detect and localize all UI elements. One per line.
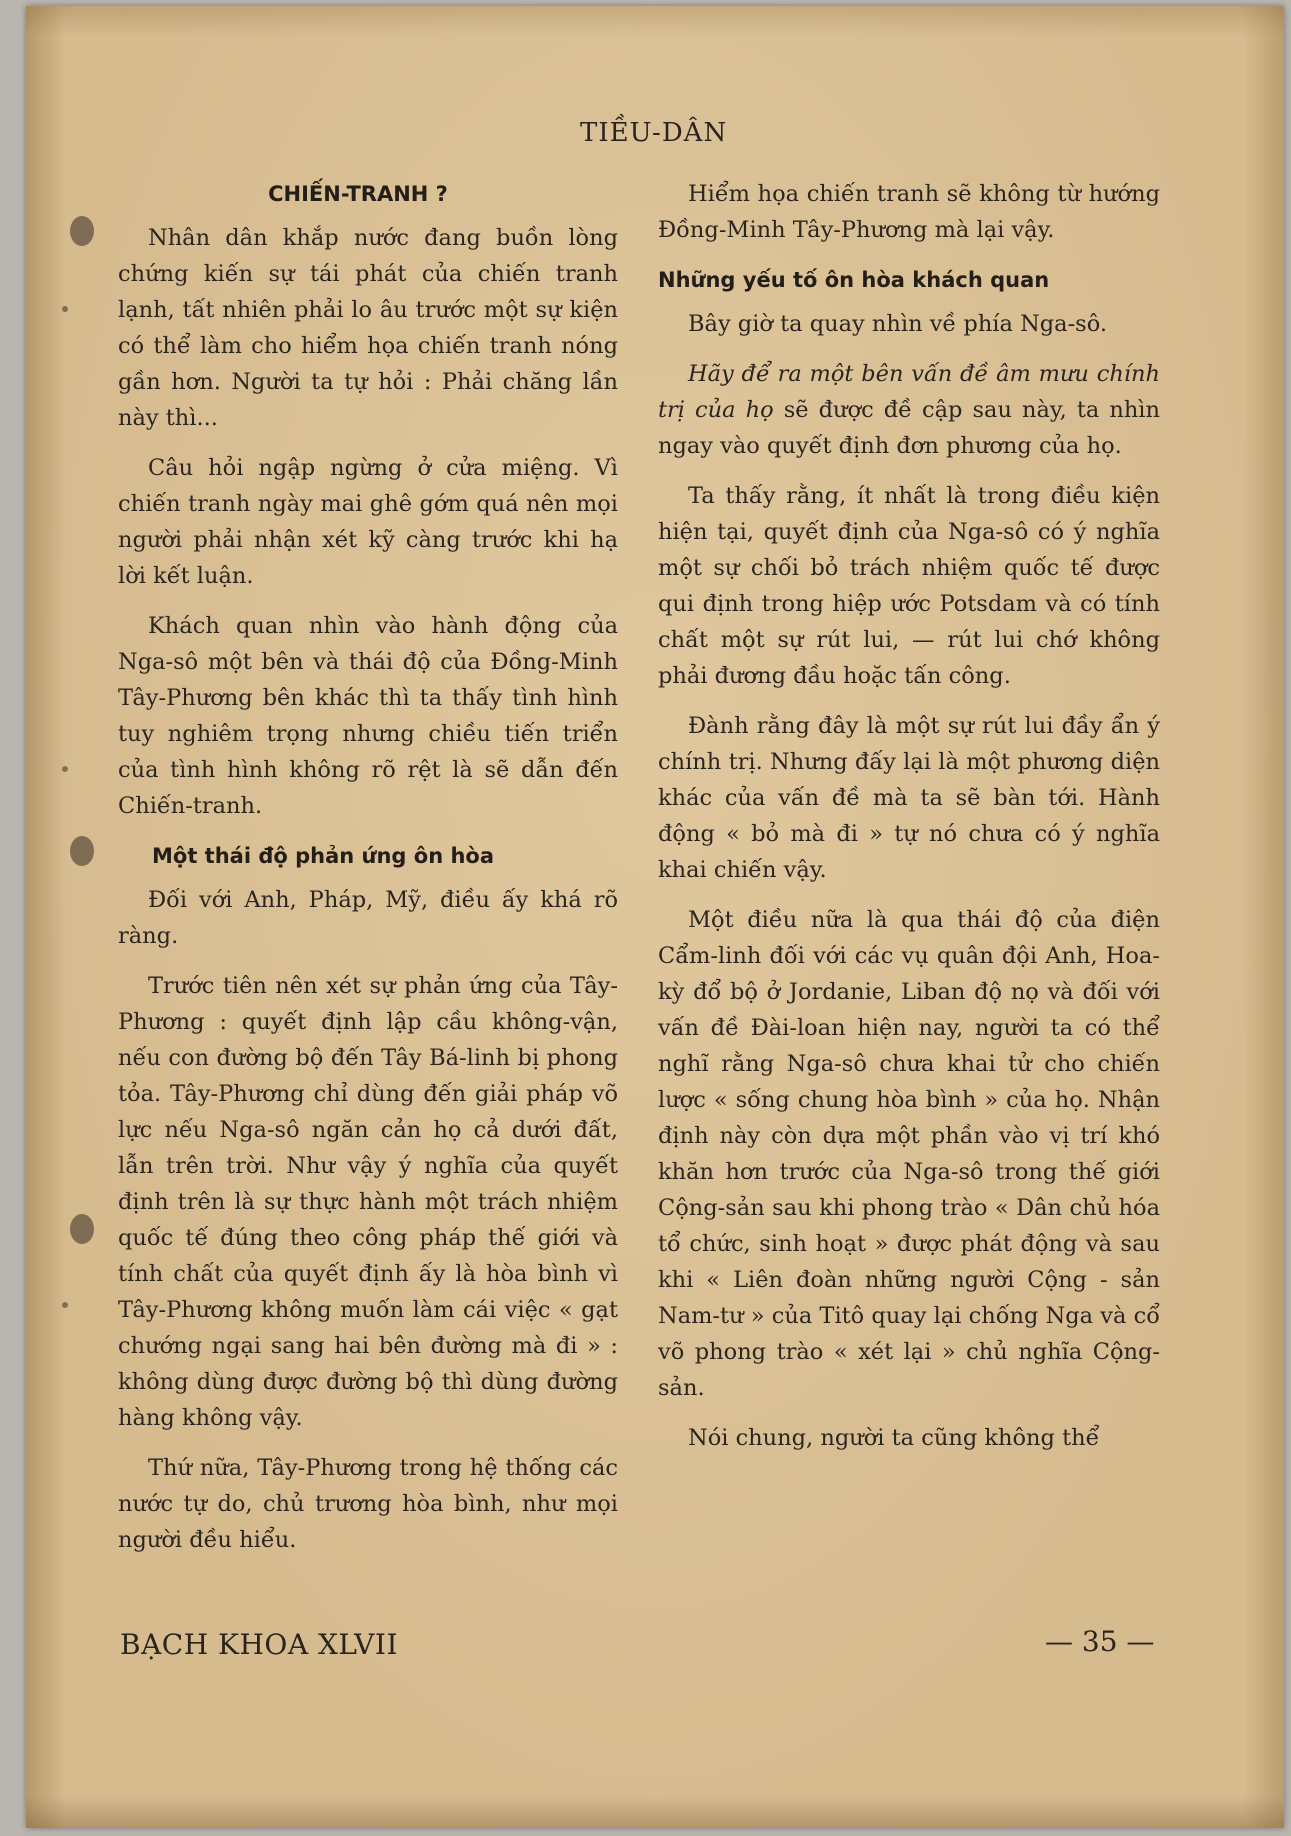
binding-hole	[70, 836, 94, 866]
paragraph: Câu hỏi ngập ngừng ở cửa miệng. Vì chiến tranh ngày mai ghê gớm quá nên mọi người phải nhận xét kỹ càng trước khi hạ lời kết luận.	[118, 455, 618, 589]
footer-publication: BẠCH KHOA XLVII	[120, 1628, 398, 1661]
paragraph-text: sẽ được đề cập sau này, ta nhìn ngay vào quyết định đơn phương của họ.	[658, 397, 1160, 459]
running-head: TIỀU-DÂN	[580, 118, 728, 148]
paragraph: Trước tiên nên xét sự phản ứng của Tây-Phương : quyết định lập cầu không-vận, nếu con đường bộ đến Tây Bá-linh bị phong tỏa. Tây-Phương chỉ dùng đến giải pháp võ lực nếu Nga-sô ngăn cản họ cả dưới đất, lẫn trên trời. Như vậy ý nghĩa của quyết định trên là sự thực hành một trách nhiệm quốc tế đúng theo công pháp thế giới và tính chất của quyết định ấy là hòa bình vì Tây-Phương không muốn làm cái việc « gạt chướng ngại sang hai bên đường mà đi » : không dùng được đường bộ thì dùng đường hàng không vậy.	[118, 973, 618, 1431]
italic-text: Hãy để ra một bên vấn đề âm mưu chính trị của họ	[658, 361, 1160, 423]
section-heading: CHIẾN-TRANH ?	[268, 182, 448, 206]
binding-mark	[62, 306, 68, 312]
right-column	[658, 176, 1160, 1470]
binding-hole	[70, 1214, 94, 1244]
section-heading: Những yếu tố ôn hòa khách quan	[658, 268, 1050, 292]
left-column	[118, 172, 618, 1572]
paragraph: Đành rằng đây là một sự rút lui đầy ẩn ý chính trị. Nhưng đấy lại là một phương diện khác của vấn đề mà ta sẽ bàn tới. Hành động « bỏ mà đi » tự nó chưa có ý nghĩa khai chiến vậy.	[658, 713, 1160, 883]
paragraph: Khách quan nhìn vào hành động của Nga-sô một bên và thái độ của Đồng-Minh Tây-Phương bên khác thì ta thấy tình hình tuy nghiêm trọng nhưng chiều tiến triển của tình hình không rõ rệt là sẽ dẫn đến Chiến-tranh.	[118, 613, 618, 819]
page-number: — 35 —	[1045, 1625, 1155, 1658]
paragraph: Thứ nữa, Tây-Phương trong hệ thống các nước tự do, chủ trương hòa bình, như mọi người đều hiểu.	[118, 1455, 618, 1553]
paragraph: Nói chung, người ta cũng không thể	[688, 1425, 1100, 1451]
binding-mark	[62, 1302, 68, 1308]
section-heading: Một thái độ phản ứng ôn hòa	[152, 844, 495, 868]
paragraph: Một điều nữa là qua thái độ của điện Cẩm-linh đối với các vụ quân đội Anh, Hoa-kỳ đổ bộ ở Jordanie, Liban độ nọ và đối với vấn đề Đài-loan hiện nay, người ta có thể nghĩ rằng Nga-sô chưa khai tử cho chiến lược « sống chung hòa bình » của họ. Nhận định này còn dựa một phần vào vị trí khó khăn hơn trước của Nga-sô trong thế giới Cộng-sản sau khi phong trào « Dân chủ hóa tổ chức, sinh hoạt » được phát động và sau khi « Liên đoàn những người Cộng - sản Nam-tư » của Titô quay lại chống Nga và cổ võ phong trào « xét lại » chủ nghĩa Cộng-sản.	[658, 907, 1160, 1401]
paragraph: Hiểm họa chiến tranh sẽ không từ hướng Đồng-Minh Tây-Phương mà lại vậy.	[658, 181, 1160, 243]
binding-mark	[62, 766, 68, 772]
paragraph: Nhân dân khắp nước đang buồn lòng chứng kiến sự tái phát của chiến tranh lạnh, tất nhiên phải lo âu trước một sự kiện có thể làm cho hiểm họa chiến tranh nóng gần hơn. Người ta tự hỏi : Phải chăng lần này thì...	[118, 225, 618, 431]
paragraph: Ta thấy rằng, ít nhất là trong điều kiện hiện tại, quyết định của Nga-sô có ý nghĩa một sự chối bỏ trách nhiệm quốc tế được qui định trong hiệp ước Potsdam và có tính chất một sự rút lui, — rút lui chớ không phải đương đầu hoặc tấn công.	[658, 483, 1160, 689]
paragraph	[658, 356, 1160, 464]
binding-hole	[70, 216, 94, 246]
paragraph: Bây giờ ta quay nhìn về phía Nga-sô.	[688, 311, 1108, 337]
paragraph: Đối với Anh, Pháp, Mỹ, điều ấy khá rõ ràng.	[118, 887, 618, 949]
